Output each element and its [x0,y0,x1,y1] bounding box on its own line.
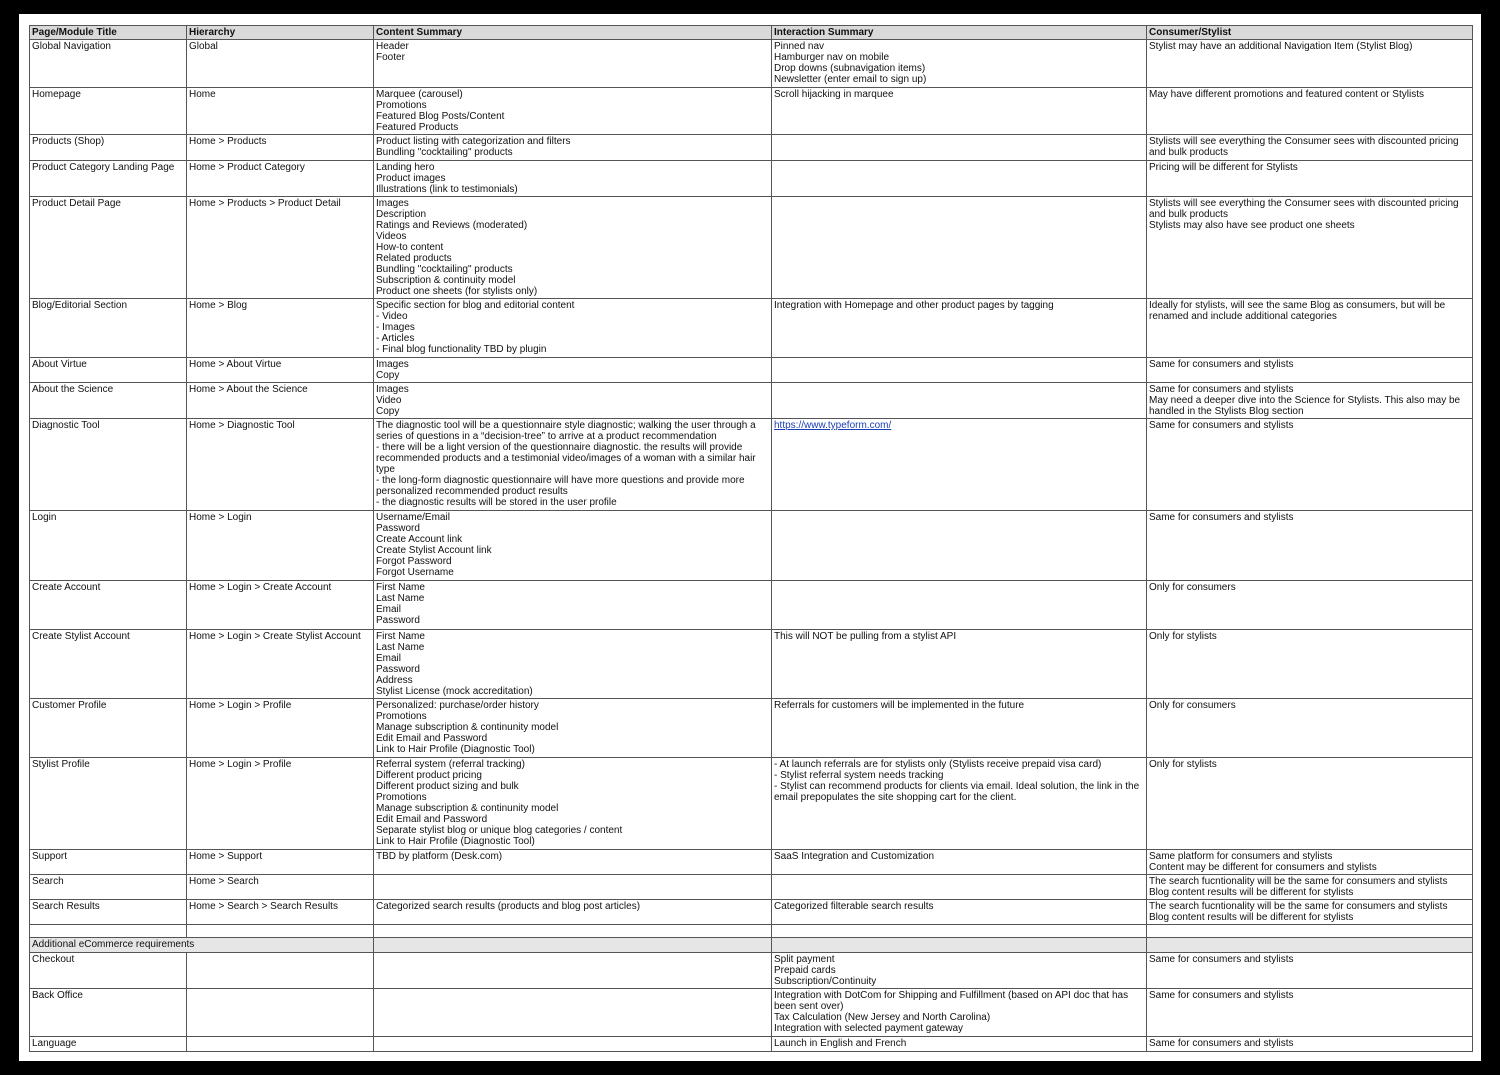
content-summary-cell-line: Personalized: purchase/order history [376,700,539,711]
interaction-summary-cell-line: SaaS Integration and Customization [774,851,935,862]
section-row [30,938,1473,953]
consumer-stylist-cell [1147,630,1473,699]
hierarchy-cell [187,1037,374,1052]
table-row [30,850,1473,875]
content-summary-cell-line: Password [376,615,420,626]
consumer-stylist-cell [1147,88,1473,135]
table-row [30,197,1473,299]
content-summary-cell-line: Images [376,384,409,395]
interaction-summary-cell [772,161,1147,197]
page-title-cell: About Virtue [30,358,187,383]
content-summary-cell-line: Images [376,359,409,370]
content-summary-cell-line: Video [376,395,402,406]
content-summary-cell-line: Create Account link [376,534,463,545]
interaction-summary-cell [772,419,1147,511]
consumer-stylist-cell-line: Content may be different for consumers and stylists [1149,862,1377,873]
table-row [30,419,1473,511]
page-title-cell: Blog/Editorial Section [30,299,187,358]
header-consumer-stylist: Consumer/Stylist [1147,26,1473,40]
blank-cell [30,925,187,938]
page-title-cell: Back Office [30,989,187,1037]
table-row [30,900,1473,925]
page-title-cell: Global Navigation [30,40,187,88]
consumer-stylist-cell-line: Same for consumers and stylists [1149,384,1294,395]
interaction-summary-cell-line: Hamburger nav on mobile [774,52,890,63]
consumer-stylist-cell [1147,299,1473,358]
consumer-stylist-cell [1147,875,1473,900]
consumer-stylist-cell-line: Same for consumers and stylists [1149,990,1294,1001]
page-title-cell: About the Science [30,383,187,419]
hierarchy-cell: Home > Login [187,511,374,581]
consumer-stylist-cell [1147,900,1473,925]
content-summary-cell-line: Edit Email and Password [376,733,488,744]
content-summary-cell-line: Promotions [376,711,427,722]
content-summary-cell-line: Images [376,198,409,209]
interaction-summary-cell [772,88,1147,135]
interaction-summary-cell [772,581,1147,630]
content-summary-cell [374,758,772,850]
section-label: Additional eCommerce requirements [30,938,374,953]
interaction-summary-cell [772,630,1147,699]
content-summary-cell [374,511,772,581]
consumer-stylist-cell-line: Stylist may have an additional Navigation Item (Stylist Blog) [1149,41,1413,52]
interaction-summary-cell-line: Tax Calculation (New Jersey and North Carolina) [774,1012,991,1023]
content-summary-cell-line: Ratings and Reviews (moderated) [376,220,528,231]
content-summary-cell-line: Bundling "cocktailing" products [376,147,513,158]
consumer-stylist-cell [1147,40,1473,88]
content-summary-cell-line: Edit Email and Password [376,814,488,825]
consumer-stylist-cell-line: The search fucntionality will be the same for consumers and stylists [1149,901,1448,912]
content-summary-cell [374,383,772,419]
interaction-summary-cell [772,135,1147,161]
interaction-summary-cell [772,1037,1147,1052]
interaction-summary-cell-line: Pinned nav [774,41,825,52]
hierarchy-cell: Home > Login > Profile [187,758,374,850]
page-title-cell: Search [30,875,187,900]
blank-cell [1147,925,1473,938]
table-row [30,699,1473,758]
interaction-summary-cell-line: Drop downs (subnavigation items) [774,63,926,74]
content-summary-cell [374,135,772,161]
interaction-summary-cell-line: This will NOT be pulling from a stylist API [774,631,957,642]
content-summary-cell-line: Featured Blog Posts/Content [376,111,505,122]
consumer-stylist-cell-line: Only for consumers [1149,582,1236,593]
consumer-stylist-cell [1147,358,1473,383]
consumer-stylist-cell [1147,953,1473,989]
content-summary-cell-line: Categorized search results (products and blog post articles) [376,901,641,912]
hierarchy-cell: Global [187,40,374,88]
interaction-summary-cell-line: Newsletter (enter email to sign up) [774,74,927,85]
interaction-summary-cell-line: Referrals for customers will be implemented in the future [774,700,1025,711]
page-title-cell: Login [30,511,187,581]
table-row [30,875,1473,900]
content-summary-cell-line: Email [376,653,402,664]
content-summary-cell-line: Link to Hair Profile (Diagnostic Tool) [376,744,535,755]
content-summary-cell-line: First Name [376,582,425,593]
interaction-summary-cell [772,511,1147,581]
consumer-stylist-cell [1147,161,1473,197]
content-summary-cell [374,989,772,1037]
header-hierarchy: Hierarchy [187,26,374,40]
consumer-stylist-cell-line: May have different promotions and featured content or Stylists [1149,89,1424,100]
content-summary-cell-line: Header [376,41,409,52]
hierarchy-cell: Home > Diagnostic Tool [187,419,374,511]
content-summary-cell-line: Illustrations (link to testimonials) [376,184,518,195]
content-summary-cell [374,630,772,699]
page-title-cell: Product Detail Page [30,197,187,299]
content-summary-cell-line: Last Name [376,642,425,653]
content-summary-cell-line: Bundling "cocktailing" products [376,264,513,275]
consumer-stylist-cell-line: Only for consumers [1149,700,1236,711]
content-summary-cell [374,875,772,900]
consumer-stylist-cell [1147,699,1473,758]
hierarchy-cell: Home > Blog [187,299,374,358]
consumer-stylist-cell-line: Pricing will be different for Stylists [1149,162,1298,173]
content-summary-cell-line: Featured Products [376,122,459,133]
consumer-stylist-cell-line: Blog content results will be different for stylists [1149,887,1354,898]
consumer-stylist-cell [1147,850,1473,875]
content-summary-cell-line: TBD by platform (Desk.com) [376,851,503,862]
consumer-stylist-cell-line: Same for consumers and stylists [1149,512,1294,523]
content-summary-cell-line: - the diagnostic results will be stored in the user profile [376,497,617,508]
content-summary-cell-line: How-to content [376,242,444,253]
interaction-summary-cell-line: Subscription/Continuity [774,976,877,987]
consumer-stylist-cell [1147,135,1473,161]
content-summary-cell-line: Product listing with categorization and filters [376,136,571,147]
content-summary-cell-line: Create Stylist Account link [376,545,492,556]
typeform-link[interactable]: https://www.typeform.com/ [774,420,892,431]
page-title-cell: Homepage [30,88,187,135]
header-interaction-summary: Interaction Summary [772,26,1147,40]
header-content-summary: Content Summary [374,26,772,40]
content-summary-cell-line: Email [376,604,402,615]
consumer-stylist-cell-line: May need a deeper dive into the Science for Stylists. This also may be handled in the Stylists Blog section [1149,395,1463,417]
consumer-stylist-cell-line: Same platform for consumers and stylists [1149,851,1333,862]
interaction-summary-cell [772,953,1147,989]
content-summary-cell-line: Subscription & continuity model [376,275,516,286]
table-row [30,88,1473,135]
content-summary-cell [374,88,772,135]
content-summary-cell-line: Manage subscription & continunity model [376,803,559,814]
interaction-summary-cell-line: Prepaid cards [774,965,836,976]
interaction-summary-cell-line: Integration with selected payment gateway [774,1023,963,1034]
content-summary-cell [374,699,772,758]
page-title-cell: Customer Profile [30,699,187,758]
page-title-cell: Checkout [30,953,187,989]
consumer-stylist-cell-line: Blog content results will be different for stylists [1149,912,1354,923]
interaction-summary-cell [772,299,1147,358]
interaction-summary-cell [772,383,1147,419]
header-page-title: Page/Module Title [30,26,187,40]
consumer-stylist-cell [1147,511,1473,581]
interaction-summary-cell-line: - Stylist can recommend products for clients via email. Ideal solution, the link in the email prepopulates the site shopping cart for the client. [774,781,1142,803]
blank-cell [772,925,1147,938]
table-row [30,383,1473,419]
interaction-summary-cell-line: Split payment [774,954,835,965]
page-title-cell: Support [30,850,187,875]
content-summary-cell-line: Last Name [376,593,425,604]
content-summary-cell [374,40,772,88]
table-row [30,1037,1473,1052]
content-summary-cell-line: - Images [376,322,415,333]
content-summary-cell [374,1037,772,1052]
content-summary-cell-line: Landing hero [376,162,435,173]
table-row [30,989,1473,1037]
content-summary-cell-line: Promotions [376,100,427,111]
hierarchy-cell: Home > Login > Create Stylist Account [187,630,374,699]
content-summary-cell-line: Forgot Username [376,567,454,578]
consumer-stylist-cell-line: Only for stylists [1149,631,1217,642]
table-row [30,161,1473,197]
content-summary-cell [374,161,772,197]
page-title-cell: Create Stylist Account [30,630,187,699]
consumer-stylist-cell-line: Ideally for stylists, will see the same Blog as consumers, but will be renamed and include additional categories [1149,300,1449,322]
content-summary-cell-line: Product images [376,173,446,184]
hierarchy-cell: Home > About the Science [187,383,374,419]
content-summary-cell-line: Product one sheets (for stylists only) [376,286,538,297]
hierarchy-cell [187,953,374,989]
consumer-stylist-cell-line: Same for consumers and stylists [1149,954,1294,965]
content-summary-cell-line: Stylist License (mock accreditation) [376,686,533,697]
content-summary-cell [374,900,772,925]
interaction-summary-cell-line: - At launch referrals are for stylists only (Stylists receive prepaid visa card) [774,759,1102,770]
consumer-stylist-cell [1147,581,1473,630]
interaction-summary-cell-line: Categorized filterable search results [774,901,934,912]
content-summary-cell-line: Password [376,664,420,675]
interaction-summary-cell [772,758,1147,850]
content-summary-cell-line: Videos [376,231,407,242]
content-summary-cell-line: Different product pricing [376,770,482,781]
hierarchy-cell [187,989,374,1037]
content-summary-cell-line: The diagnostic tool will be a questionnaire style diagnostic; walking the user through a series of questions in a “decision-tree” to arrive at a product recommendation [376,420,759,442]
page-title-cell: Diagnostic Tool [30,419,187,511]
table-row [30,630,1473,699]
content-summary-cell-line: Address [376,675,413,686]
consumer-stylist-cell-line: Same for consumers and stylists [1149,359,1294,370]
content-summary-cell-line: Footer [376,52,405,63]
table-row [30,758,1473,850]
consumer-stylist-cell [1147,989,1473,1037]
consumer-stylist-cell-line: Stylists will see everything the Consumer sees with discounted pricing and bulk products [1149,198,1462,220]
content-summary-cell-line: - there will be a light version of the questionnaire diagnostic. the results will provide recommended products and a testimonial video/images of a woman with a similar hair type [376,442,759,475]
content-summary-cell-line: Separate stylist blog or unique blog categories / content [376,825,623,836]
content-summary-cell-line: - Video [376,311,408,322]
consumer-stylist-cell-line: Only for stylists [1149,759,1217,770]
interaction-summary-cell-line: Launch in English and French [774,1038,907,1049]
content-summary-cell-line: Related products [376,253,452,264]
page-title-cell: Stylist Profile [30,758,187,850]
content-summary-cell [374,581,772,630]
content-summary-cell-line: - the long-form diagnostic questionnaire will have more questions and provide more personalized recommended product results [376,475,748,497]
interaction-summary-cell [772,197,1147,299]
table-row [30,358,1473,383]
hierarchy-cell: Home > Products [187,135,374,161]
interaction-summary-cell [772,40,1147,88]
content-summary-cell-line: Marquee (carousel) [376,89,463,100]
sitemap-table [29,25,1473,1052]
interaction-summary-cell [772,989,1147,1037]
content-summary-cell-line: Copy [376,406,400,417]
hierarchy-cell: Home > Search > Search Results [187,900,374,925]
content-summary-cell [374,953,772,989]
interaction-summary-cell [772,900,1147,925]
content-summary-cell-line: Referral system (referral tracking) [376,759,525,770]
section-filler-cell [374,938,772,953]
consumer-stylist-cell-line: Stylists will see everything the Consumer sees with discounted pricing and bulk products [1149,136,1462,158]
consumer-stylist-cell-line: Same for consumers and stylists [1149,1038,1294,1049]
hierarchy-cell: Home > Login > Create Account [187,581,374,630]
interaction-summary-cell [772,850,1147,875]
blank-cell [374,925,772,938]
content-summary-cell-line: First Name [376,631,425,642]
hierarchy-cell: Home > Products > Product Detail [187,197,374,299]
content-summary-cell [374,197,772,299]
hierarchy-cell: Home > About Virtue [187,358,374,383]
content-summary-cell-line: Copy [376,370,400,381]
content-summary-cell [374,299,772,358]
table-body [30,40,1473,1052]
interaction-summary-cell-line: Scroll hijacking in marquee [774,89,894,100]
content-summary-cell-line: Promotions [376,792,427,803]
blank-cell [187,925,374,938]
content-summary-cell-line: Password [376,523,420,534]
spreadsheet-page [19,14,1481,1061]
content-summary-cell-line: Specific section for blog and editorial content [376,300,575,311]
content-summary-cell-line: Description [376,209,427,220]
interaction-summary-cell-line: Integration with Homepage and other product pages by tagging [774,300,1054,311]
content-summary-cell-line: - Final blog functionality TBD by plugin [376,344,547,355]
consumer-stylist-cell [1147,197,1473,299]
consumer-stylist-cell-line: Same for consumers and stylists [1149,420,1294,431]
page-title-cell: Create Account [30,581,187,630]
content-summary-cell-line: Different product sizing and bulk [376,781,519,792]
hierarchy-cell: Home > Support [187,850,374,875]
section-filler-cell [772,938,1147,953]
table-row [30,953,1473,989]
interaction-summary-cell [772,358,1147,383]
interaction-summary-cell-line: Integration with DotCom for Shipping and Fulfillment (based on API doc that has been sent over) [774,990,1131,1012]
content-summary-cell [374,358,772,383]
consumer-stylist-cell [1147,419,1473,511]
content-summary-cell [374,419,772,511]
consumer-stylist-cell [1147,383,1473,419]
hierarchy-cell: Home > Search [187,875,374,900]
hierarchy-cell: Home > Login > Profile [187,699,374,758]
table-row [30,135,1473,161]
hierarchy-cell: Home [187,88,374,135]
content-summary-cell-line: Manage subscription & continunity model [376,722,559,733]
table-row [30,40,1473,88]
interaction-summary-cell [772,875,1147,900]
page-title-cell: Product Category Landing Page [30,161,187,197]
consumer-stylist-cell-line: Stylists may also have see product one sheets [1149,220,1355,231]
table-row [30,511,1473,581]
content-summary-cell-line: Username/Email [376,512,450,523]
table-row [30,581,1473,630]
page-title-cell: Products (Shop) [30,135,187,161]
header-row [30,26,1473,40]
hierarchy-cell: Home > Product Category [187,161,374,197]
table-row [30,299,1473,358]
blank-row [30,925,1473,938]
content-summary-cell [374,850,772,875]
interaction-summary-cell [772,699,1147,758]
page-title-cell: Language [30,1037,187,1052]
consumer-stylist-cell [1147,758,1473,850]
content-summary-cell-line: - Articles [376,333,415,344]
consumer-stylist-cell [1147,1037,1473,1052]
interaction-summary-cell-line: - Stylist referral system needs tracking [774,770,944,781]
section-filler-cell [1147,938,1473,953]
consumer-stylist-cell-line: The search fucntionality will be the same for consumers and stylists [1149,876,1448,887]
page-title-cell: Search Results [30,900,187,925]
content-summary-cell-line: Link to Hair Profile (Diagnostic Tool) [376,836,535,847]
content-summary-cell-line: Forgot Password [376,556,452,567]
